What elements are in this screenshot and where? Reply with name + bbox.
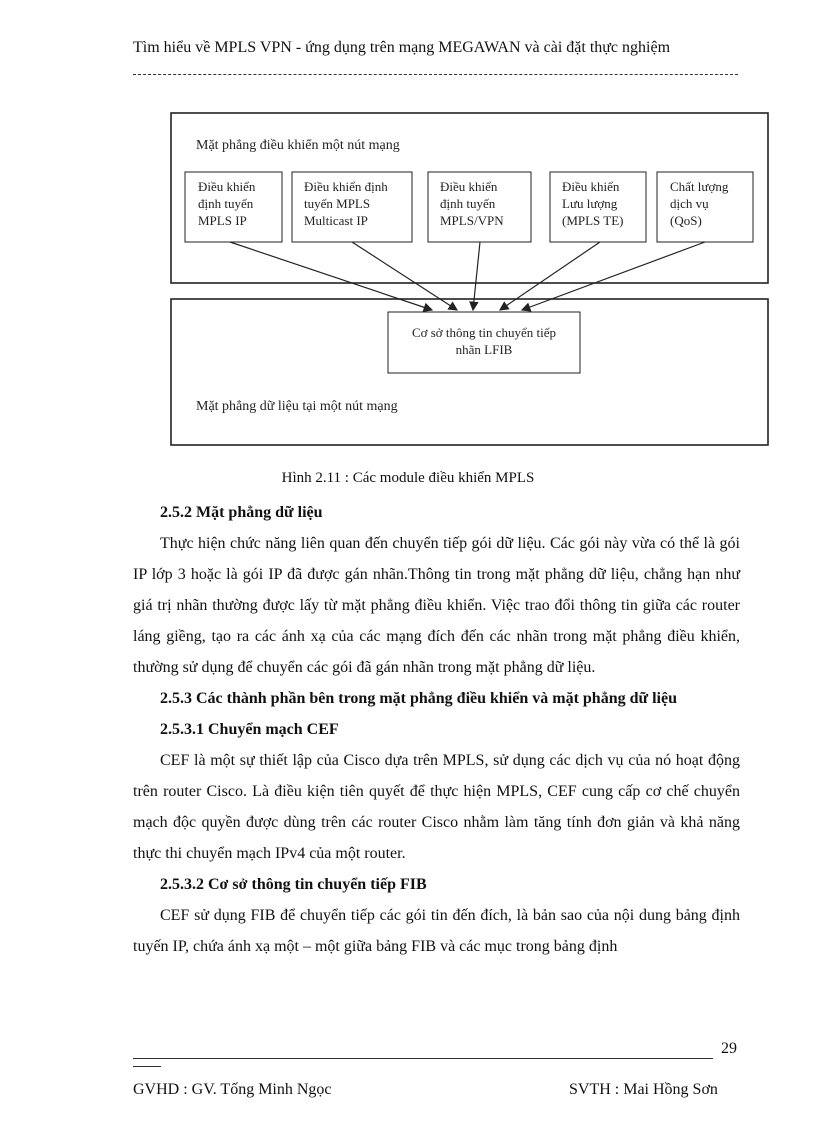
module-mpls-te (562, 178, 624, 229)
footer-divider (133, 1058, 713, 1059)
module-mpls-ip (198, 178, 255, 229)
module-mpls-multicast (304, 178, 388, 229)
lfib-line: nhãn LFIB (455, 342, 513, 357)
module-line: Điều khiển (562, 179, 620, 194)
module-line: dịch vụ (670, 196, 709, 211)
control-plane-label: Mặt phẳng điều khiển một nút mạng (196, 138, 400, 153)
module-line: MPLS/VPN (440, 213, 504, 228)
footer-divider-stub (133, 1066, 161, 1067)
footer-student: SVTH : Mai Hồng Sơn (569, 1081, 718, 1098)
running-header: Tìm hiểu về MPLS VPN - ứng dụng trên mạng MEGAWAN và cài đặt thực nghiệm (133, 39, 671, 56)
module-line: định tuyến (440, 196, 496, 211)
module-line: MPLS IP (198, 213, 247, 228)
lfib-label (388, 324, 580, 358)
module-line: Chất lượng (670, 179, 729, 194)
module-line: (QoS) (670, 213, 702, 228)
module-line: (MPLS TE) (562, 213, 624, 228)
data-plane-label: Mặt phẳng dữ liệu tại một nút mạng (196, 399, 398, 414)
module-line: định tuyến (198, 196, 254, 211)
figure-caption: Hình 2.11 : Các module điều khiển MPLS (281, 470, 535, 486)
module-line: Điều khiển (198, 179, 256, 194)
section-2-5-2-paragraph: Thực hiện chức năng liên quan đến chuyển tiếp gói dữ liệu. Các gói này vừa có thể là gói IP lớp 3 hoặc là gói IP đã được gán nhãn.Thông tin trong mặt phẳng dữ liệu, chẳng hạn như giá trị nhãn thường được lấy từ mặt phẳng điều khiển. Việc trao đổi thông tin giữa các router láng giềng, tạo ra các ánh xạ của các mạng đích đến các nhãn trong mặt phẳng điều khiển, thường sử dụng để chuyển các gói đã gán nhãn trong mặt phẳng dữ liệu. (133, 535, 740, 676)
section-2-5-3-2-paragraph: CEF sử dụng FIB để chuyển tiếp các gói tin đến đích, là bản sao của nội dung bảng định tuyến IP, chứa ánh xạ một – một giữa bảng FIB và các mục trong bảng định (133, 907, 740, 955)
section-2-5-3-1-heading: 2.5.3.1 Chuyển mạch CEF (160, 721, 339, 738)
module-line: Multicast IP (304, 213, 368, 228)
module-mpls-vpn (440, 178, 504, 229)
lfib-line: Cơ sở thông tin chuyển tiếp (411, 325, 557, 340)
section-2-5-3-2-heading: 2.5.3.2 Cơ sở thông tin chuyển tiếp FIB (160, 876, 427, 893)
module-line: Điều khiển (440, 179, 498, 194)
section-2-5-3-1-paragraph: CEF là một sự thiết lập của Cisco dựa trên MPLS, sử dụng các dịch vụ của nó hoạt động trên router Cisco. Là điều kiện tiên quyết để thực hiện MPLS, CEF cung cấp cơ chế chuyển mạch độc quyền được dùng trên các router Cisco nhằm làm tăng tính đơn giản và khả năng thực thi chuyển mạch IPv4 của một router. (133, 752, 740, 862)
module-line: Lưu lượng (562, 196, 618, 211)
section-2-5-3-heading: 2.5.3 Các thành phần bên trong mặt phẳng điều khiển và mặt phẳng dữ liệu (160, 690, 677, 707)
module-qos (670, 178, 728, 229)
module-line: tuyến MPLS (304, 196, 371, 211)
body-content (133, 497, 740, 962)
header-divider (133, 74, 738, 75)
section-2-5-2-heading: 2.5.2 Mặt phẳng dữ liệu (160, 504, 323, 521)
module-line: Điều khiển định (304, 179, 388, 194)
mpls-control-modules-figure (170, 112, 770, 447)
figure-diagram (170, 112, 770, 447)
footer-advisor: GVHD : GV. Tống Minh Ngọc (133, 1081, 332, 1098)
page-number: 29 (721, 1040, 737, 1057)
